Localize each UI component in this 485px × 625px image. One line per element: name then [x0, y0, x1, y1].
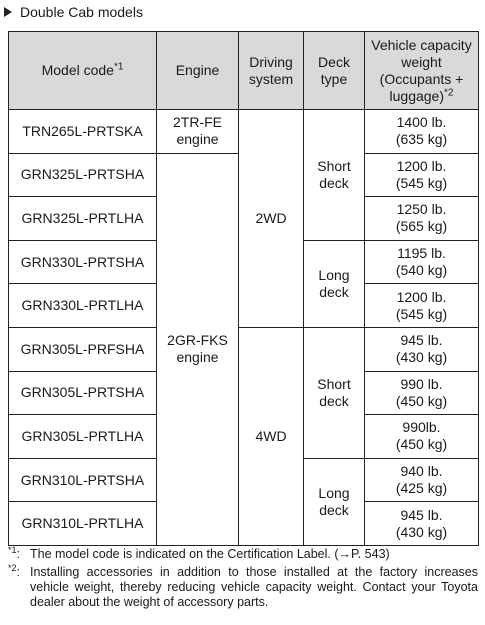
footnote-mark: $^{*1}$:	[8, 544, 20, 561]
model-code-cell: GRN330L-PRTLHA	[9, 284, 157, 328]
capacity-weight-table	[8, 31, 479, 546]
header-driving-system: Driving system	[239, 32, 304, 110]
engine-cell: 2GR-FKS engine	[157, 153, 239, 545]
capacity-cell: 945 lb. (430 kg)	[365, 502, 479, 546]
driving-system-cell: 2WD	[239, 110, 304, 328]
engine-cell: 2TR-FE engine	[157, 110, 239, 154]
footnote-text: The model code is indicated on the Certification Label. (→P. 543)	[30, 547, 390, 561]
section-heading	[4, 3, 143, 21]
deck-type-cell: Short deck	[304, 110, 365, 241]
capacity-cell: 990 lb. (450 kg)	[365, 371, 479, 415]
table-row	[9, 110, 479, 154]
capacity-cell: 1400 lb. (635 kg)	[365, 110, 479, 154]
deck-type-cell: Long deck	[304, 240, 365, 327]
capacity-cell: 990lb. (450 kg)	[365, 415, 479, 459]
table-header-row	[9, 32, 479, 110]
table-row	[9, 327, 479, 371]
model-code-cell: GRN325L-PRTSHA	[9, 153, 157, 197]
footnote	[8, 562, 478, 610]
capacity-cell: 1200 lb. (545 kg)	[365, 153, 479, 197]
header-model-code: Model code$^{*1}$	[9, 32, 157, 110]
capacity-cell: 1195 lb. (540 kg)	[365, 240, 479, 284]
footnote-text: Installing accessories in addition to those installed at the factory increases vehicle weight, thereby reducing vehicle capacity weight. Contact your Toyota dealer about the weight of accessory parts.	[30, 565, 478, 609]
model-code-cell: GRN310L-PRTLHA	[9, 502, 157, 546]
model-code-cell: GRN325L-PRTLHA	[9, 197, 157, 241]
header-deck-type: Deck type	[304, 32, 365, 110]
capacity-cell: 1250 lb. (565 kg)	[365, 197, 479, 241]
deck-type-cell: Short deck	[304, 327, 365, 458]
model-code-cell: TRN265L-PRTSKA	[9, 110, 157, 154]
header-capacity-weight: Vehicle capacity weight (Occupants + luggage)$^{*2}$	[365, 32, 479, 110]
model-code-cell: GRN305L-PRTLHA	[9, 415, 157, 459]
section-heading-text: Double Cab models	[20, 4, 143, 20]
capacity-cell: 940 lb. (425 kg)	[365, 458, 479, 502]
footnote-mark: $^{*2}$:	[8, 562, 20, 579]
model-code-cell: GRN330L-PRTSHA	[9, 240, 157, 284]
model-code-cell: GRN310L-PRTSHA	[9, 458, 157, 502]
footnotes	[8, 544, 478, 613]
model-code-cell: GRN305L-PRTSHA	[9, 371, 157, 415]
capacity-cell: 1200 lb. (545 kg)	[365, 284, 479, 328]
triangle-right-icon	[4, 7, 12, 17]
footnote	[8, 544, 478, 562]
capacity-cell: 945 lb. (430 kg)	[365, 327, 479, 371]
header-engine: Engine	[157, 32, 239, 110]
deck-type-cell: Long deck	[304, 458, 365, 545]
model-code-cell: GRN305L-PRFSHA	[9, 327, 157, 371]
driving-system-cell: 4WD	[239, 327, 304, 545]
